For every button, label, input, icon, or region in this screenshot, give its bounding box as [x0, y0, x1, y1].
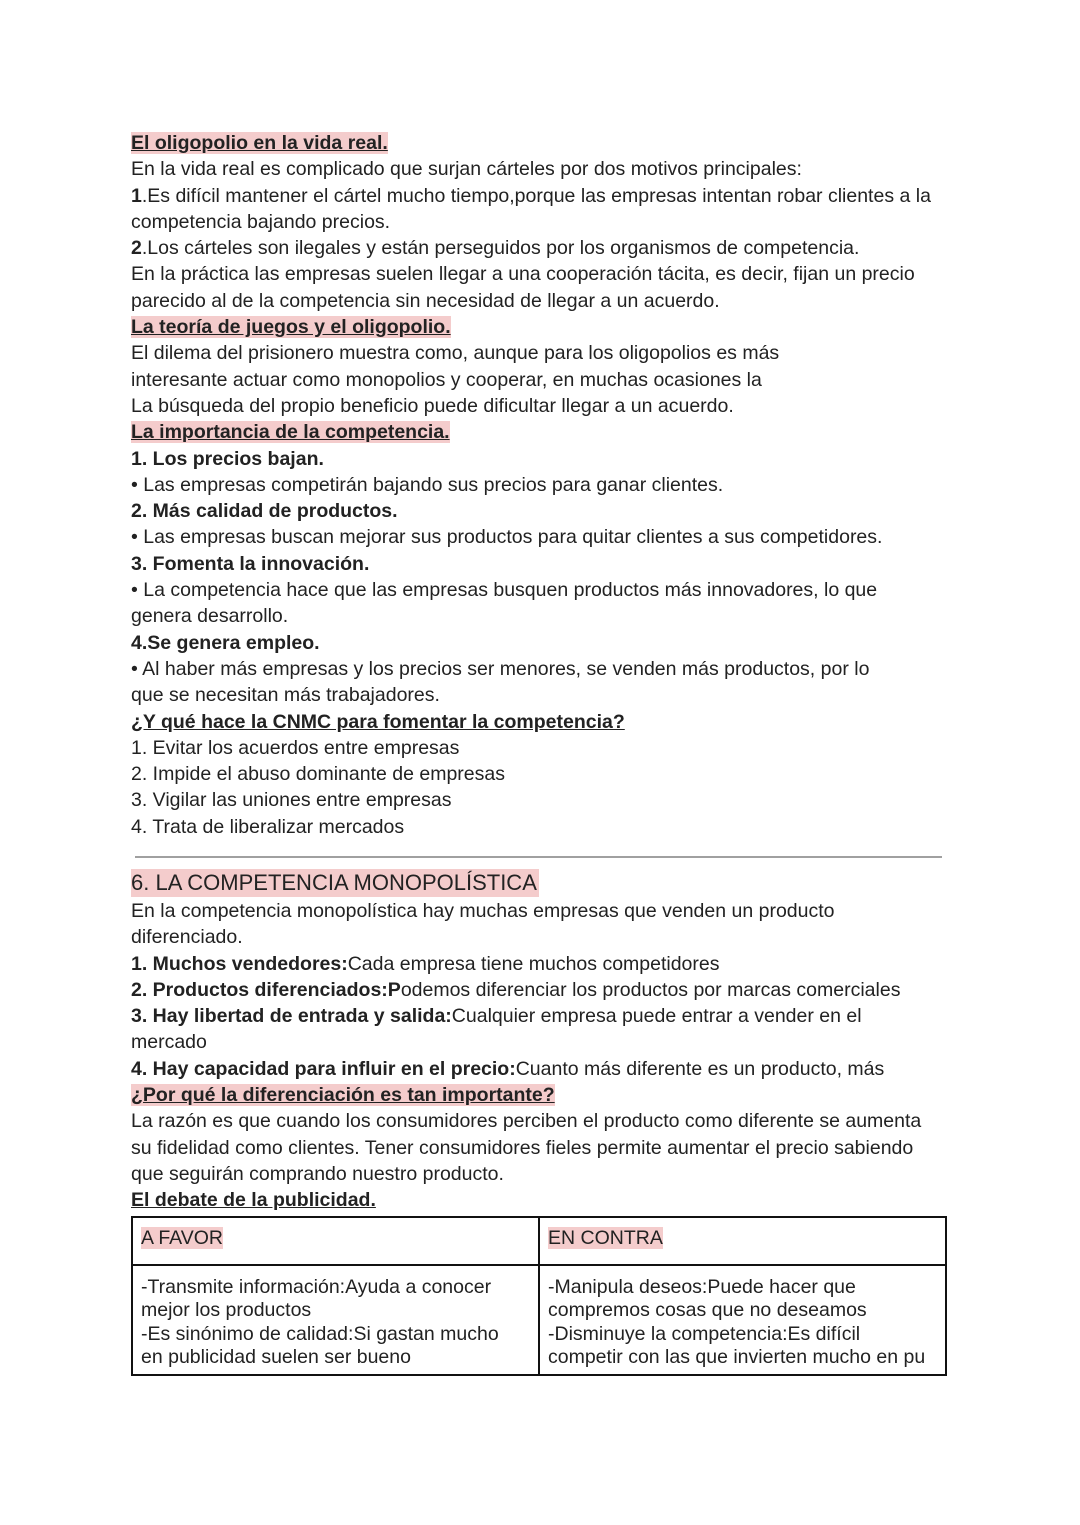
cell-line: -Es sinónimo de calidad:Si gastan mucho	[141, 1322, 499, 1345]
bullet-item: • Al haber más empresas y los precios ser menores, se venden más productos, por lo	[131, 657, 870, 680]
paragraph: En la competencia monopolística hay muchas empresas que venden un producto	[131, 900, 835, 922]
feature-text: mercado	[131, 1031, 207, 1054]
feature-title: 4. Hay capacidad para influir en el precio:	[131, 1057, 516, 1080]
list-item: 3. Vigilar las uniones entre empresas	[131, 789, 452, 812]
cell-line: -Disminuye la competencia:Es difícil	[548, 1322, 861, 1345]
header-cell-favor	[132, 1217, 539, 1265]
oligopoly-section	[131, 130, 961, 840]
header-label: A FAVOR	[141, 1227, 223, 1249]
paragraph: diferenciado.	[131, 926, 243, 949]
feature-title: 3. Hay libertad de entrada y salida:	[131, 1005, 452, 1028]
paragraph: .Es difícil mantener el cártel mucho tiempo,porque las empresas intentan robar clientes a la	[141, 184, 931, 207]
monopolistic-section	[131, 898, 961, 1214]
feature-text: odemos diferenciar los productos por marcas comerciales	[400, 978, 901, 1001]
cell-line: mejor los productos	[141, 1299, 312, 1322]
paragraph: .Los cárteles son ilegales y están perseguidos por los organismos de competencia.	[141, 237, 860, 260]
paragraph: competencia bajando precios.	[131, 210, 391, 233]
heading-teoria-juegos: La teoría de juegos y el oligopolio.	[131, 316, 451, 339]
paragraph: La razón es que cuando los consumidores perciben el producto como diferente se aumenta	[131, 1110, 922, 1133]
list-item: 1. Evitar los acuerdos entre empresas	[131, 736, 460, 759]
item-title: 1. Los precios bajan.	[131, 447, 324, 470]
feature-title: 1. Muchos vendedores:	[131, 952, 348, 975]
section-title: 6. LA COMPETENCIA MONOPOLÍSTICA	[131, 870, 537, 895]
list-item: 2. Impide el abuso dominante de empresas	[131, 763, 505, 786]
cell-line: en publicidad suelen ser bueno	[141, 1345, 411, 1368]
bullet-item: • Las empresas competirán bajando sus precios para ganar clientes.	[131, 473, 724, 496]
item-title: 2. Más calidad de productos.	[131, 500, 398, 523]
heading-diferenciacion: ¿Por qué la diferenciación es tan importante?	[131, 1084, 555, 1107]
paragraph: En la práctica las empresas suelen llegar a una cooperación tácita, es decir, fijan un precio	[131, 263, 915, 286]
horizontal-divider	[135, 856, 942, 858]
paragraph: parecido al de la competencia sin necesidad de llegar a un acuerdo.	[131, 289, 720, 312]
paragraph: que seguirán comprando nuestro producto.	[131, 1162, 504, 1185]
bullet-item: • Las empresas buscan mejorar sus productos para quitar clientes a sus competidores.	[131, 526, 883, 549]
advertising-debate-table	[131, 1216, 947, 1376]
list-number: 1	[131, 184, 142, 207]
cell-contra	[539, 1265, 946, 1375]
bullet-item: • La competencia hace que las empresas busquen productos más innovadores, lo que	[131, 579, 878, 602]
bullet-item: que se necesitan más trabajadores.	[131, 684, 440, 707]
heading-oligopolio: El oligopolio en la vida real.	[131, 132, 388, 154]
header-label: EN CONTRA	[548, 1227, 663, 1249]
list-item: 4. Trata de liberalizar mercados	[131, 815, 405, 838]
list-number: 2	[131, 237, 142, 260]
paragraph: su fidelidad como clientes. Tener consumidores fieles permite aumentar el precio sabiendo	[131, 1136, 914, 1159]
paragraph: En la vida real es complicado que surjan cárteles por dos motivos principales:	[131, 158, 802, 181]
cell-line: -Manipula deseos:Puede hacer que	[548, 1276, 856, 1298]
cell-line: compremos cosas que no deseamos	[548, 1299, 867, 1322]
cell-line: competir con las que invierten mucho en pu	[548, 1345, 926, 1368]
bullet-item: genera desarrollo.	[131, 605, 289, 628]
paragraph: La búsqueda del propio beneficio puede dificultar llegar a un acuerdo.	[131, 394, 734, 417]
feature-text: Cada empresa tiene muchos competidores	[347, 952, 720, 975]
heading-importancia: La importancia de la competencia.	[131, 421, 450, 444]
heading-cnmc: ¿Y qué hace la CNMC para fomentar la competencia?	[131, 710, 625, 733]
paragraph: interesante actuar como monopolios y cooperar, en muchas ocasiones la	[131, 368, 762, 391]
header-cell-contra	[539, 1217, 946, 1265]
cell-line: -Transmite información:Ayuda a conocer	[141, 1276, 492, 1298]
feature-text: Cualquier empresa puede entrar a vender en el	[451, 1005, 862, 1028]
item-title: 4.Se genera empleo.	[131, 631, 320, 654]
feature-title: 2. Productos diferenciados:P	[131, 978, 401, 1001]
item-title: 3. Fomenta la innovación.	[131, 552, 370, 575]
heading-debate: El debate de la publicidad.	[131, 1189, 376, 1212]
cell-favor	[132, 1265, 539, 1375]
paragraph: El dilema del prisionero muestra como, aunque para los oligopolios es más	[131, 342, 780, 365]
feature-text: Cuanto más diferente es un producto, más	[515, 1057, 885, 1080]
